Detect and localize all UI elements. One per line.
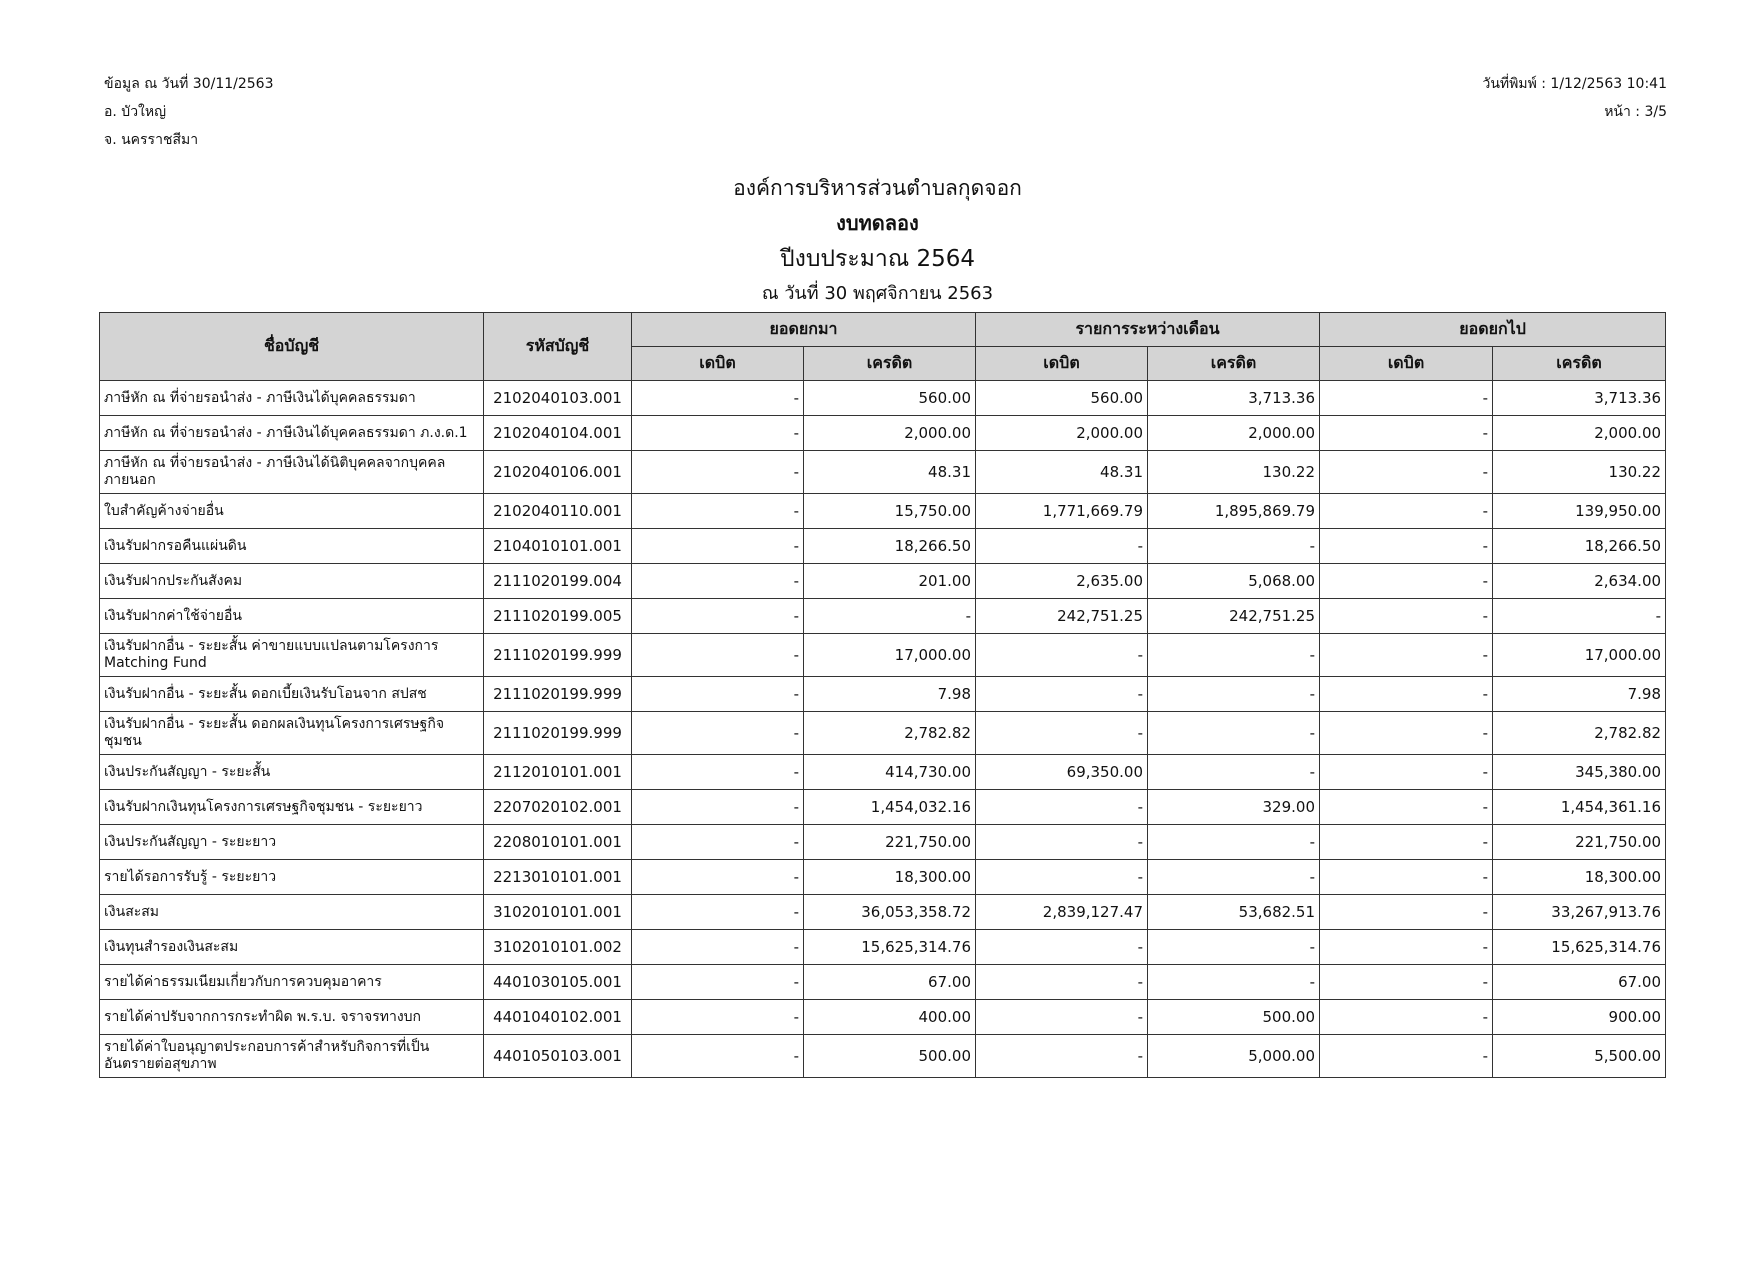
month-debit-cell: - bbox=[976, 790, 1148, 825]
header-bf-debit: เดบิต bbox=[632, 347, 804, 381]
bf-debit-cell: - bbox=[632, 451, 804, 494]
account-name-cell: ภาษีหัก ณ ที่จ่ายรอนำส่ง - ภาษีเงินได้บุคคลธรรมดา ภ.ง.ด.1 bbox=[100, 416, 484, 451]
bf-debit-cell: - bbox=[632, 634, 804, 677]
bf-debit-cell: - bbox=[632, 529, 804, 564]
bf-debit-cell: - bbox=[632, 381, 804, 416]
account-name-cell: รายได้ค่าใบอนุญาตประกอบการค้าสำหรับกิจการที่เป็นอันตรายต่อสุขภาพ bbox=[100, 1035, 484, 1078]
header-carried-forward: ยอดยกไป bbox=[1320, 313, 1666, 347]
table-row bbox=[100, 599, 1666, 634]
cf-debit-cell: - bbox=[1320, 825, 1493, 860]
bf-credit-cell: 15,750.00 bbox=[804, 494, 976, 529]
account-code-cell: 2111020199.004 bbox=[484, 564, 632, 599]
account-name-cell: เงินประกันสัญญา - ระยะสั้น bbox=[100, 755, 484, 790]
month-debit-cell: - bbox=[976, 712, 1148, 755]
month-credit-cell: 500.00 bbox=[1148, 1000, 1320, 1035]
table-row bbox=[100, 930, 1666, 965]
cf-debit-cell: - bbox=[1320, 712, 1493, 755]
account-code-cell: 2111020199.005 bbox=[484, 599, 632, 634]
cf-debit-cell: - bbox=[1320, 381, 1493, 416]
cf-debit-cell: - bbox=[1320, 1000, 1493, 1035]
data-date: ข้อมูล ณ วันที่ 30/11/2563 bbox=[104, 76, 274, 92]
month-debit-cell: 48.31 bbox=[976, 451, 1148, 494]
account-code-cell: 3102010101.001 bbox=[484, 895, 632, 930]
account-name-cell: เงินรับฝากรอคืนแผ่นดิน bbox=[100, 529, 484, 564]
cf-debit-cell: - bbox=[1320, 416, 1493, 451]
table-body bbox=[100, 381, 1666, 1078]
table-row bbox=[100, 860, 1666, 895]
cf-credit-cell: 33,267,913.76 bbox=[1493, 895, 1666, 930]
cf-credit-cell: 17,000.00 bbox=[1493, 634, 1666, 677]
bf-debit-cell: - bbox=[632, 965, 804, 1000]
cf-debit-cell: - bbox=[1320, 790, 1493, 825]
month-credit-cell: - bbox=[1148, 712, 1320, 755]
cf-debit-cell: - bbox=[1320, 634, 1493, 677]
cf-credit-cell: 7.98 bbox=[1493, 677, 1666, 712]
month-credit-cell: 5,068.00 bbox=[1148, 564, 1320, 599]
month-credit-cell: - bbox=[1148, 529, 1320, 564]
header-month-credit: เครดิต bbox=[1148, 347, 1320, 381]
month-debit-cell: - bbox=[976, 965, 1148, 1000]
account-code-cell: 2111020199.999 bbox=[484, 712, 632, 755]
month-credit-cell: 130.22 bbox=[1148, 451, 1320, 494]
header-cf-debit: เดบิต bbox=[1320, 347, 1493, 381]
account-name-cell: เงินรับฝากอื่น - ระยะสั้น ดอกผลเงินทุนโครงการเศรษฐกิจชุมชน bbox=[100, 712, 484, 755]
district: อ. บัวใหญ่ bbox=[104, 104, 167, 120]
header-account-name: ชื่อบัญชี bbox=[100, 313, 484, 381]
month-debit-cell: - bbox=[976, 634, 1148, 677]
report-titles bbox=[0, 170, 1755, 310]
cf-credit-cell: 221,750.00 bbox=[1493, 825, 1666, 860]
table-row bbox=[100, 1035, 1666, 1078]
month-debit-cell: - bbox=[976, 1000, 1148, 1035]
cf-debit-cell: - bbox=[1320, 860, 1493, 895]
cf-debit-cell: - bbox=[1320, 599, 1493, 634]
table-row bbox=[100, 451, 1666, 494]
month-debit-cell: 242,751.25 bbox=[976, 599, 1148, 634]
cf-credit-cell: 2,782.82 bbox=[1493, 712, 1666, 755]
bf-debit-cell: - bbox=[632, 599, 804, 634]
month-debit-cell: 2,635.00 bbox=[976, 564, 1148, 599]
bf-debit-cell: - bbox=[632, 825, 804, 860]
table-row bbox=[100, 381, 1666, 416]
month-debit-cell: 2,839,127.47 bbox=[976, 895, 1148, 930]
month-debit-cell: - bbox=[976, 677, 1148, 712]
bf-credit-cell: 36,053,358.72 bbox=[804, 895, 976, 930]
bf-debit-cell: - bbox=[632, 790, 804, 825]
bf-credit-cell: 560.00 bbox=[804, 381, 976, 416]
header-during-month: รายการระหว่างเดือน bbox=[976, 313, 1320, 347]
account-name-cell: เงินทุนสำรองเงินสะสม bbox=[100, 930, 484, 965]
account-code-cell: 2102040106.001 bbox=[484, 451, 632, 494]
report-title: งบทดลอง bbox=[836, 211, 919, 235]
account-name-cell: รายได้รอการรับรู้ - ระยะยาว bbox=[100, 860, 484, 895]
bf-debit-cell: - bbox=[632, 712, 804, 755]
province: จ. นครราชสีมา bbox=[104, 132, 199, 148]
cf-credit-cell: 130.22 bbox=[1493, 451, 1666, 494]
cf-debit-cell: - bbox=[1320, 677, 1493, 712]
bf-debit-cell: - bbox=[632, 860, 804, 895]
table-row bbox=[100, 712, 1666, 755]
account-name-cell: เงินรับฝากประกันสังคม bbox=[100, 564, 484, 599]
account-name-cell: รายได้ค่าธรรมเนียมเกี่ยวกับการควบคุมอาคาร bbox=[100, 965, 484, 1000]
month-debit-cell: 2,000.00 bbox=[976, 416, 1148, 451]
cf-credit-cell: 5,500.00 bbox=[1493, 1035, 1666, 1078]
table-row bbox=[100, 755, 1666, 790]
table-row bbox=[100, 965, 1666, 1000]
month-credit-cell: 3,713.36 bbox=[1148, 381, 1320, 416]
table-row bbox=[100, 634, 1666, 677]
bf-credit-cell: 67.00 bbox=[804, 965, 976, 1000]
table-row bbox=[100, 494, 1666, 529]
bf-credit-cell: 2,000.00 bbox=[804, 416, 976, 451]
print-date: วันที่พิมพ์ : 1/12/2563 10:41 bbox=[1482, 76, 1667, 92]
account-code-cell: 4401050103.001 bbox=[484, 1035, 632, 1078]
bf-credit-cell: 48.31 bbox=[804, 451, 976, 494]
account-code-cell: 2112010101.001 bbox=[484, 755, 632, 790]
account-name-cell: เงินรับฝากอื่น - ระยะสั้น ค่าขายแบบแปลนตามโครงการ Matching Fund bbox=[100, 634, 484, 677]
bf-credit-cell: 201.00 bbox=[804, 564, 976, 599]
account-code-cell: 2102040104.001 bbox=[484, 416, 632, 451]
bf-credit-cell: 18,266.50 bbox=[804, 529, 976, 564]
month-credit-cell: - bbox=[1148, 755, 1320, 790]
trial-balance-table bbox=[99, 312, 1666, 1078]
bf-credit-cell: 15,625,314.76 bbox=[804, 930, 976, 965]
cf-credit-cell: 18,266.50 bbox=[1493, 529, 1666, 564]
month-debit-cell: 69,350.00 bbox=[976, 755, 1148, 790]
cf-credit-cell: - bbox=[1493, 599, 1666, 634]
account-code-cell: 2207020102.001 bbox=[484, 790, 632, 825]
account-code-cell: 2111020199.999 bbox=[484, 677, 632, 712]
account-code-cell: 2104010101.001 bbox=[484, 529, 632, 564]
cf-debit-cell: - bbox=[1320, 451, 1493, 494]
bf-debit-cell: - bbox=[632, 494, 804, 529]
month-debit-cell: - bbox=[976, 930, 1148, 965]
bf-credit-cell: 414,730.00 bbox=[804, 755, 976, 790]
page-number: หน้า : 3/5 bbox=[1604, 104, 1667, 120]
cf-credit-cell: 67.00 bbox=[1493, 965, 1666, 1000]
account-code-cell: 3102010101.002 bbox=[484, 930, 632, 965]
table-row bbox=[100, 564, 1666, 599]
as-of-date: ณ วันที่ 30 พฤศจิกายน 2563 bbox=[761, 283, 994, 304]
account-name-cell: เงินสะสม bbox=[100, 895, 484, 930]
cf-credit-cell: 2,634.00 bbox=[1493, 564, 1666, 599]
cf-debit-cell: - bbox=[1320, 529, 1493, 564]
bf-debit-cell: - bbox=[632, 1035, 804, 1078]
cf-credit-cell: 2,000.00 bbox=[1493, 416, 1666, 451]
month-credit-cell: 53,682.51 bbox=[1148, 895, 1320, 930]
bf-credit-cell: 1,454,032.16 bbox=[804, 790, 976, 825]
organization-name: องค์การบริหารส่วนตำบลกุดจอก bbox=[733, 176, 1022, 200]
report-meta-left bbox=[104, 70, 273, 154]
month-debit-cell: - bbox=[976, 860, 1148, 895]
cf-debit-cell: - bbox=[1320, 494, 1493, 529]
bf-debit-cell: - bbox=[632, 895, 804, 930]
month-credit-cell: - bbox=[1148, 825, 1320, 860]
month-credit-cell: 242,751.25 bbox=[1148, 599, 1320, 634]
table-row bbox=[100, 825, 1666, 860]
cf-debit-cell: - bbox=[1320, 930, 1493, 965]
account-name-cell: ภาษีหัก ณ ที่จ่ายรอนำส่ง - ภาษีเงินได้บุคคลธรรมดา bbox=[100, 381, 484, 416]
account-code-cell: 4401040102.001 bbox=[484, 1000, 632, 1035]
account-code-cell: 4401030105.001 bbox=[484, 965, 632, 1000]
month-credit-cell: - bbox=[1148, 677, 1320, 712]
account-name-cell: เงินรับฝากอื่น - ระยะสั้น ดอกเบี้ยเงินรับโอนจาก สปสช bbox=[100, 677, 484, 712]
account-name-cell: เงินรับฝากเงินทุนโครงการเศรษฐกิจชุมชน - ระยะยาว bbox=[100, 790, 484, 825]
month-credit-cell: - bbox=[1148, 634, 1320, 677]
account-name-cell: ใบสำคัญค้างจ่ายอื่น bbox=[100, 494, 484, 529]
fiscal-year: ปีงบประมาณ 2564 bbox=[780, 246, 975, 272]
account-code-cell: 2213010101.001 bbox=[484, 860, 632, 895]
header-bf-credit: เครดิต bbox=[804, 347, 976, 381]
cf-debit-cell: - bbox=[1320, 564, 1493, 599]
bf-debit-cell: - bbox=[632, 1000, 804, 1035]
bf-credit-cell: 500.00 bbox=[804, 1035, 976, 1078]
account-code-cell: 2102040110.001 bbox=[484, 494, 632, 529]
month-debit-cell: 560.00 bbox=[976, 381, 1148, 416]
table-row bbox=[100, 416, 1666, 451]
bf-credit-cell: 17,000.00 bbox=[804, 634, 976, 677]
cf-credit-cell: 900.00 bbox=[1493, 1000, 1666, 1035]
month-credit-cell: 329.00 bbox=[1148, 790, 1320, 825]
cf-credit-cell: 345,380.00 bbox=[1493, 755, 1666, 790]
cf-credit-cell: 15,625,314.76 bbox=[1493, 930, 1666, 965]
bf-debit-cell: - bbox=[632, 677, 804, 712]
table-row bbox=[100, 1000, 1666, 1035]
bf-debit-cell: - bbox=[632, 755, 804, 790]
account-code-cell: 2111020199.999 bbox=[484, 634, 632, 677]
bf-credit-cell: 18,300.00 bbox=[804, 860, 976, 895]
cf-credit-cell: 1,454,361.16 bbox=[1493, 790, 1666, 825]
report-meta-right bbox=[1482, 70, 1667, 126]
bf-debit-cell: - bbox=[632, 564, 804, 599]
cf-debit-cell: - bbox=[1320, 755, 1493, 790]
month-credit-cell: - bbox=[1148, 965, 1320, 1000]
table-row bbox=[100, 529, 1666, 564]
cf-debit-cell: - bbox=[1320, 895, 1493, 930]
cf-credit-cell: 18,300.00 bbox=[1493, 860, 1666, 895]
bf-debit-cell: - bbox=[632, 416, 804, 451]
account-code-cell: 2102040103.001 bbox=[484, 381, 632, 416]
month-credit-cell: - bbox=[1148, 860, 1320, 895]
bf-credit-cell: - bbox=[804, 599, 976, 634]
month-credit-cell: 1,895,869.79 bbox=[1148, 494, 1320, 529]
account-name-cell: รายได้ค่าปรับจากการกระทำผิด พ.ร.บ. จราจรทางบก bbox=[100, 1000, 484, 1035]
bf-credit-cell: 400.00 bbox=[804, 1000, 976, 1035]
account-name-cell: เงินรับฝากค่าใช้จ่ายอื่น bbox=[100, 599, 484, 634]
account-name-cell: ภาษีหัก ณ ที่จ่ายรอนำส่ง - ภาษีเงินได้นิติบุคคลจากบุคคลภายนอก bbox=[100, 451, 484, 494]
month-debit-cell: - bbox=[976, 1035, 1148, 1078]
bf-debit-cell: - bbox=[632, 930, 804, 965]
account-name-cell: เงินประกันสัญญา - ระยะยาว bbox=[100, 825, 484, 860]
table-row bbox=[100, 677, 1666, 712]
cf-credit-cell: 139,950.00 bbox=[1493, 494, 1666, 529]
month-debit-cell: 1,771,669.79 bbox=[976, 494, 1148, 529]
header-brought-forward: ยอดยกมา bbox=[632, 313, 976, 347]
month-credit-cell: - bbox=[1148, 930, 1320, 965]
bf-credit-cell: 2,782.82 bbox=[804, 712, 976, 755]
cf-debit-cell: - bbox=[1320, 1035, 1493, 1078]
cf-credit-cell: 3,713.36 bbox=[1493, 381, 1666, 416]
table-row bbox=[100, 895, 1666, 930]
month-debit-cell: - bbox=[976, 529, 1148, 564]
table-row bbox=[100, 790, 1666, 825]
header-month-debit: เดบิต bbox=[976, 347, 1148, 381]
bf-credit-cell: 7.98 bbox=[804, 677, 976, 712]
account-code-cell: 2208010101.001 bbox=[484, 825, 632, 860]
cf-debit-cell: - bbox=[1320, 965, 1493, 1000]
bf-credit-cell: 221,750.00 bbox=[804, 825, 976, 860]
month-debit-cell: - bbox=[976, 825, 1148, 860]
month-credit-cell: 2,000.00 bbox=[1148, 416, 1320, 451]
month-credit-cell: 5,000.00 bbox=[1148, 1035, 1320, 1078]
header-cf-credit: เครดิต bbox=[1493, 347, 1666, 381]
header-account-code: รหัสบัญชี bbox=[484, 313, 632, 381]
